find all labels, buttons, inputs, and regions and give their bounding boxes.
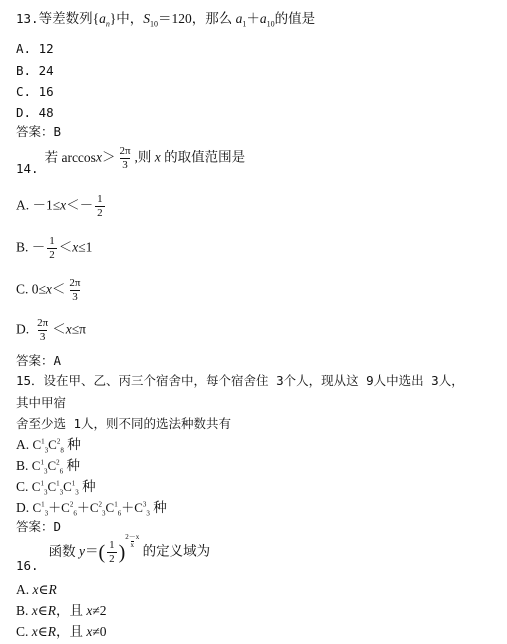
q13-option-c: C. 16 bbox=[16, 84, 54, 99]
q13-option-b: B. 24 bbox=[16, 63, 54, 78]
q16-base-fraction: $\frac{1}{2}$ bbox=[109, 539, 115, 565]
q16-option-a: A. x∈R bbox=[16, 582, 57, 597]
q14-stem-fraction: $\frac{2\pi}{3}$ bbox=[119, 145, 131, 171]
q15-stem-line1: 15．设在甲、乙、丙三个宿舍中，每个宿舍住 3个人，现从这 9人中选出 3人， bbox=[16, 373, 464, 388]
q14-option-d: D. $\frac{2\pi}{3}$ ＜x≤π bbox=[16, 317, 86, 343]
q14-number: 14. bbox=[16, 160, 39, 176]
q16-stem: 16.函数 y＝( $\frac{1}{2}$ ) $\frac{2-x}{x}$ 的定义域为 bbox=[16, 533, 211, 573]
q15-option-c: C. $C^1_3C^1_3C^1_3$ 种 bbox=[16, 479, 96, 497]
q15-stem-line2: 其中甲宿 bbox=[16, 395, 67, 410]
q14-option-b: B. － $\frac{1}{2}$ ＜x≤1 bbox=[16, 235, 93, 261]
q13-answer: 答案：B bbox=[16, 124, 62, 139]
q16-exponent: $\frac{2-x}{x}$ bbox=[125, 533, 140, 549]
q14-stem: 14.若 arccosx＞ $\frac{2\pi}{3}$ ,则 x 的取值范围是 bbox=[16, 145, 246, 176]
q16-option-b: B. x∈R，且 x≠2 bbox=[16, 603, 107, 618]
q15-option-a: A. $C^1_3C^2_8$ 种 bbox=[16, 437, 81, 455]
q13-number: 13. bbox=[16, 11, 39, 26]
q14-option-a: A. －1≤x＜－ $\frac{1}{2}$ bbox=[16, 193, 103, 219]
q15-answer: 答案：D bbox=[16, 519, 62, 534]
q13-option-a: A. 12 bbox=[16, 41, 54, 56]
q14-option-c: C. 0≤x＜ $\frac{2\pi}{3}$ bbox=[16, 277, 81, 303]
q15-option-b: B. $C^1_3C^2_6$ 种 bbox=[16, 458, 80, 476]
q13-option-d: D. 48 bbox=[16, 105, 54, 120]
q15-stem-line3: 舍至少选 1人，则不同的选法种数共有 bbox=[16, 416, 232, 431]
q15-option-d: D. $C^1_3+C^2_6+C^2_3C^1_6+C^3_3$ 种 bbox=[16, 500, 167, 518]
q16-number: 16. bbox=[16, 557, 39, 573]
q16-option-c: C. x∈R，且 x≠0 bbox=[16, 624, 107, 639]
q13-stem: 13.等差数列$\{a_n\}$中，$S_{10}=120$，那么 $a_1+a_{10}$的值是 bbox=[16, 11, 316, 29]
q14-answer: 答案：A bbox=[16, 353, 62, 368]
